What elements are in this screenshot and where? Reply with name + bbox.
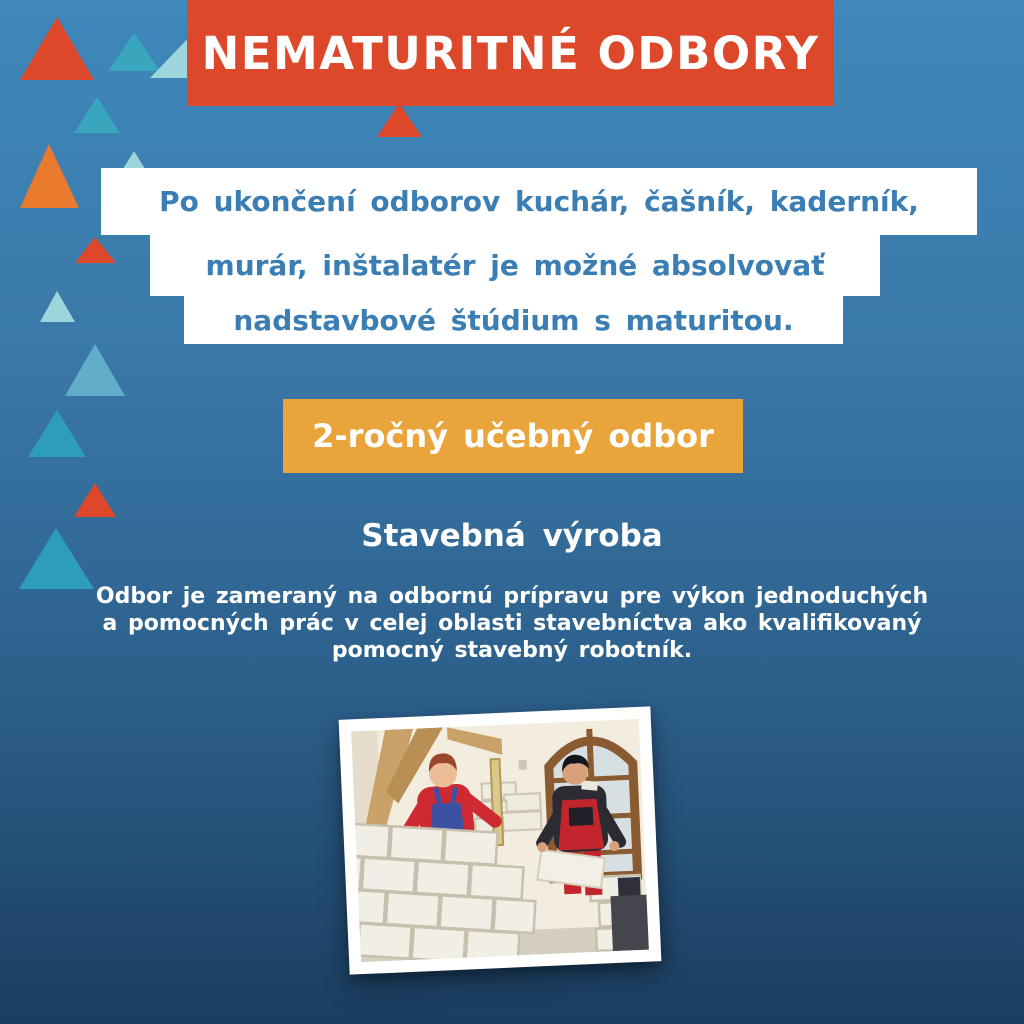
triangle-decoration bbox=[74, 97, 120, 133]
program-type-badge: 2-ročný učebný odbor bbox=[283, 399, 743, 473]
triangle-decoration bbox=[40, 291, 75, 322]
program-description-line-2: a pomocných prác v celej oblasti stavebníctva ako kvalifikovaný bbox=[102, 611, 922, 636]
triangle-decoration bbox=[377, 103, 422, 137]
construction-photo-illustration bbox=[351, 719, 649, 962]
program-title: Stavebná výroba bbox=[361, 518, 663, 554]
triangle-decoration bbox=[75, 237, 116, 263]
construction-photo bbox=[339, 706, 662, 974]
triangle-decoration bbox=[28, 410, 86, 457]
intro-text-line-2: murár, inštalatér je možné absolvovať bbox=[150, 235, 880, 296]
page-title: NEMATURITNÉ ODBORY bbox=[201, 26, 820, 80]
triangle-decoration bbox=[20, 17, 94, 80]
program-description bbox=[0, 583, 1024, 664]
triangle-decoration bbox=[74, 483, 116, 517]
program-description-line-3: pomocný stavebný robotník. bbox=[331, 638, 693, 663]
intro-text-line-1: Po ukončení odborov kuchár, čašník, kaderník, bbox=[101, 168, 977, 235]
triangle-decoration bbox=[65, 344, 125, 396]
intro-text-line-3: nadstavbové štúdium s maturitou. bbox=[184, 296, 843, 344]
program-description-line-1: Odbor je zameraný na odbornú prípravu pre výkon jednoduchých bbox=[95, 584, 929, 609]
triangle-decoration bbox=[108, 33, 160, 71]
header-banner bbox=[187, 0, 834, 106]
triangle-decoration bbox=[123, 151, 145, 169]
triangle-decoration bbox=[20, 144, 79, 208]
